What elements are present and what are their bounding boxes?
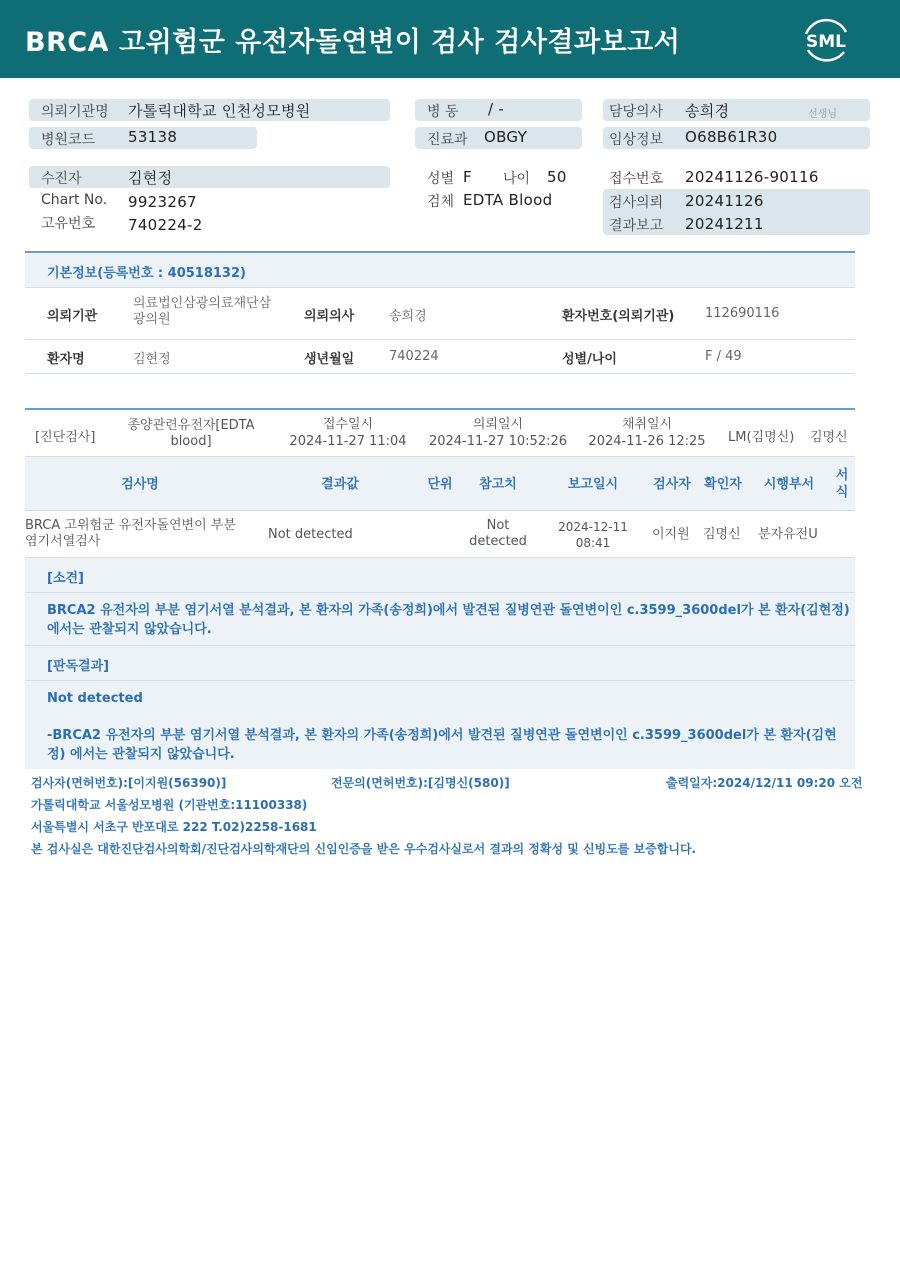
opinion-title-divider (25, 592, 855, 593)
basic-info-title: 기본정보(등록번호 : 40518132) (47, 266, 246, 281)
pt-name-value: 김현정 (133, 352, 171, 367)
age-label: 나이 (503, 171, 531, 187)
institution-value: 가톨릭대학교 인천성모병원 (128, 102, 311, 120)
diagnosis-top-border (25, 408, 855, 410)
td-report-time: 2024-12-11 08:41 (558, 520, 628, 550)
interpretation-text: -BRCA2 유전자의 부분 염기서열 분석결과, 본 환자의 가족(송정희)에서 발견된 질병연관 돌연변이인 c.3599_3600del가 본 환자(김현정) 에서는 관찰되지 않았습니다. (47, 728, 837, 762)
th-test-name: 검사명 (121, 477, 159, 492)
ward-value: / - (488, 100, 505, 118)
doctor-value: 송희경 (685, 102, 730, 120)
interpretation-title-divider (25, 680, 855, 681)
uid-label: 고유번호 (41, 216, 96, 232)
td-confirmer: 김명신 (703, 527, 741, 542)
dob-label: 생년월일 (304, 352, 355, 367)
hospital-code-value: 53138 (128, 128, 178, 146)
diagnosis-tag: [진단검사] (35, 430, 96, 445)
basic-info-row-divider (25, 339, 855, 340)
footer-certification: 본 검사실은 대한진단검사의학회/진단검사의학재단의 신임인증을 받은 우수검사실로서 결과의 정확성 및 신빙도를 보증합니다. (31, 842, 697, 856)
collected-label: 채취일시 (621, 417, 673, 432)
table-header-top-line (25, 456, 855, 457)
th-form: 서식 (835, 468, 849, 500)
received-value: 2024-11-27 11:04 (289, 434, 407, 449)
chart-value: 9923267 (128, 193, 197, 211)
th-report-time: 보고일시 (567, 477, 619, 492)
req-doc-value: 송희경 (389, 309, 427, 324)
interpretation-top-line (25, 645, 855, 646)
th-confirmer: 확인자 (704, 477, 742, 492)
findings-top-line (25, 557, 855, 558)
pt-name-label: 환자명 (47, 352, 85, 367)
dept-label: 진료과 (427, 132, 468, 148)
received-label: 접수일시 (322, 417, 374, 432)
basic-info-divider (25, 287, 855, 288)
sex-value: F (463, 168, 472, 186)
logo-text: SML (806, 32, 846, 52)
clinical-value: O68B61R30 (685, 128, 778, 146)
req-inst-label: 의뢰기관 (47, 309, 98, 324)
td-reference: Not detected (469, 518, 527, 549)
basic-info-bottom-divider (25, 373, 855, 374)
clinical-label: 임상정보 (609, 132, 664, 148)
interpretation-title: [판독결과] (47, 659, 110, 674)
opinion-text: BRCA2 유전자의 부분 염기서열 분석결과, 본 환자의 가족(송정희)에서 발견된 질병연관 돌연변이인 c.3599_3600del가 본 환자(김현정) 에서는 관찰되지 않았습니다. (47, 603, 850, 637)
th-unit: 단위 (427, 477, 453, 492)
req-inst-value: 의료법인삼광의료재단삼광의원 (133, 296, 272, 327)
specimen-label: 검체 (427, 194, 455, 210)
interpretation-result: Not detected (47, 691, 143, 706)
dept-value: OBGY (484, 128, 528, 146)
requested-label: 의뢰일시 (472, 417, 524, 432)
req-doc-label: 의뢰의사 (304, 309, 355, 324)
opinion-title: [소견] (47, 571, 84, 586)
examinee-label: 수진자 (41, 171, 82, 187)
th-tester: 검사자 (653, 477, 691, 492)
td-result: Not detected (268, 527, 353, 542)
th-result: 결과값 (321, 477, 359, 492)
receipt-value: 20241126-90116 (685, 168, 819, 186)
th-dept: 시행부서 (763, 477, 815, 492)
sexage-label: 성별/나이 (562, 352, 617, 367)
pt-no-label: 환자번호(의뢰기관) (562, 309, 675, 324)
pt-no-value: 112690116 (705, 306, 780, 321)
report-value: 20241211 (685, 215, 764, 233)
footer-lab: 가톨릭대학교 서울성모병원 (기관번호:11100338) (31, 798, 308, 812)
doctor-suffix: 선생님 (808, 109, 837, 120)
lm-doctor: LM(김명신) (728, 430, 795, 445)
request-value: 20241126 (685, 192, 764, 210)
report-label: 결과보고 (609, 218, 664, 234)
footer-specialist: 전문의(면허번호):[김명신(580)] (331, 776, 510, 790)
specimen-value: EDTA Blood (463, 191, 553, 209)
uid-value: 740224-2 (128, 216, 203, 234)
diagnosis-category: 종양관련유전자[EDTA blood] (127, 418, 255, 449)
dob-value: 740224 (389, 349, 439, 364)
institution-label: 의뢰기관명 (41, 104, 109, 120)
footer-printed: 출력일자:2024/12/11 09:20 오전 (666, 776, 863, 790)
receipt-label: 접수번호 (609, 171, 664, 187)
table-header-bottom-line (25, 510, 855, 511)
th-reference: 참고치 (479, 477, 517, 492)
sml-logo (798, 12, 854, 68)
td-test-name: BRCA 고위험군 유전자돌연변이 부분 염기서열검사 (25, 518, 236, 549)
chart-label: Chart No. (41, 192, 108, 208)
diagnosis-confirmer: 김명신 (810, 430, 848, 445)
hospital-code-label: 병원코드 (41, 132, 96, 148)
td-dept: 분자유전U (758, 527, 818, 542)
request-label: 검사의뢰 (609, 195, 664, 211)
requested-value: 2024-11-27 10:52:26 (428, 434, 568, 449)
footer-address: 서울특별시 서초구 반포대로 222 T.02)2258-1681 (31, 820, 317, 834)
footer-tester: 검사자(면허번호):[이지원(56390)] (31, 776, 227, 790)
td-tester: 이지원 (652, 527, 690, 542)
ward-label: 병 동 (427, 104, 459, 120)
sexage-value: F / 49 (705, 349, 742, 364)
doctor-label: 담당의사 (609, 104, 664, 120)
report-title: BRCA 고위험군 유전자돌연변이 검사 검사결과보고서 (25, 27, 681, 58)
age-value: 50 (547, 168, 567, 186)
report-header (0, 0, 900, 78)
examinee-bg (29, 166, 390, 188)
examinee-value: 김현정 (128, 169, 173, 187)
sex-label: 성별 (427, 171, 455, 187)
collected-value: 2024-11-26 12:25 (588, 434, 706, 449)
